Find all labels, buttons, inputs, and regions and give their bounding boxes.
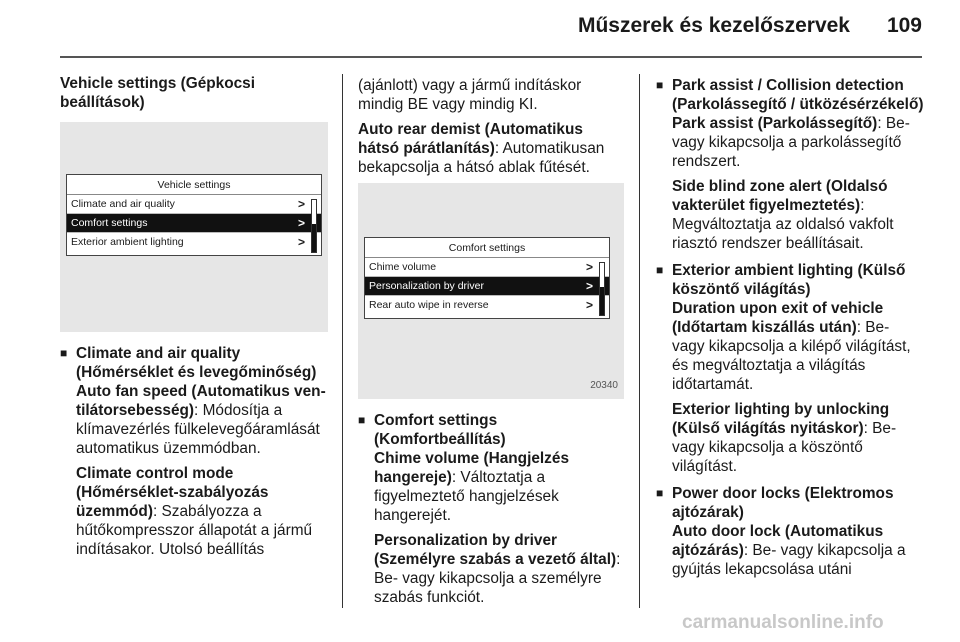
comfort-settings-figure — [358, 183, 624, 399]
paragraph: Duration upon exit of vehicle (Időtartam kiszállás után): Be- vagy kikapcsolja a kilépő világítást, és megváltoztatja a világítás időtartamát. — [672, 300, 911, 393]
page-number: 109 — [886, 14, 922, 37]
display-screen — [364, 237, 610, 319]
scrollbar — [599, 262, 605, 316]
bullet-item: ■ Power door locks (Elektromos ajtózárak) — [656, 484, 924, 522]
scrollbar-thumb — [600, 287, 604, 315]
chevron-right-icon: > — [585, 279, 593, 293]
paragraph: Chime volume (Hangjelzés hangereje): Változtatja a figyelmeztető hangjelzések hangerejét. — [374, 450, 569, 524]
paragraph: Auto door lock (Automatikus ajtózárás): Be- vagy kikapcsolja a gyújtás lekapcsolása utáni — [672, 523, 906, 578]
screen-row: Exterior ambient lighting > — [67, 233, 321, 252]
paragraph: (ajánlott) vagy a jármű indításkor mindig BE vagy mindig KI. — [358, 77, 582, 113]
paragraph: Auto fan speed (Automatikus ventilátorsebesség): Módosítja a klímavezérlés fülkelevegőáramlását automatikus üzemmódban. — [76, 383, 326, 457]
paragraph: Personalization by driver (Személyre szabás a vezető által): Be- vagy kikapcsolja a személyre szabás funkciót. — [374, 532, 621, 606]
chevron-right-icon: > — [585, 260, 593, 274]
display-screen — [66, 174, 322, 256]
screen-row-selected: Personalization by driver > — [365, 277, 609, 296]
vehicle-settings-figure — [60, 122, 328, 332]
screen-row: Climate and air quality > — [67, 195, 321, 214]
paragraph: Climate control mode (Hőmérséklet-szabályozás üzemmód): Szabályozza a hűtőkompresszor állapotát a jármű indításakor. Utolsó beállítás — [76, 465, 313, 558]
screen-row: Chime volume > — [365, 258, 609, 277]
chevron-right-icon: > — [297, 216, 305, 230]
chevron-right-icon: > — [297, 197, 305, 211]
column-2 — [358, 76, 624, 613]
header-rule — [60, 56, 922, 58]
chevron-right-icon: > — [585, 298, 593, 312]
paragraph: Park assist (Parkolássegítő): Be- vagy kikapcsolja a parkolássegítő rendszert. — [672, 115, 910, 170]
chevron-right-icon: > — [297, 235, 305, 249]
section-heading: Vehicle settings (Gépkocsi beállítások) — [60, 75, 256, 111]
screen-title: Vehicle settings — [67, 175, 321, 195]
bullet-item: ■ Comfort settings (Komfortbeállítás) — [358, 411, 624, 449]
page-header-title: Műszerek és kezelőszervek — [577, 14, 850, 37]
scrollbar-thumb — [312, 224, 316, 252]
column-1 — [60, 74, 328, 565]
figure-number: 20340 — [590, 380, 618, 391]
paragraph: Exterior lighting by unlocking (Külső világítás nyitáskor): Be- vagy kikapcsolja a köszöntő világítást. — [672, 401, 897, 475]
scrollbar — [311, 199, 317, 253]
column-3 — [656, 76, 924, 585]
bullet-item: ■ Exterior ambient lighting (Külső köszöntő világítás) — [656, 261, 924, 299]
column-divider — [342, 74, 343, 608]
bullet-item: ■ Park assist / Collision detection (Parkolássegítő / ütközésérzékelő) — [656, 76, 924, 114]
paragraph: Auto rear demist (Automatikus hátsó párátlanítás): Automatikusan bekapcsolja a hátsó ablak fűtését. — [358, 121, 605, 176]
column-divider — [639, 74, 640, 608]
screen-title: Comfort settings — [365, 238, 609, 258]
screen-row-selected: Comfort settings > — [67, 214, 321, 233]
paragraph: Side blind zone alert (Oldalsó vakterület figyelmeztetés): Megváltoztatja az oldalsó vakfolt riasztó rendszer beállításait. — [672, 178, 894, 252]
screen-row: Rear auto wipe in reverse > — [365, 296, 609, 315]
watermark: carmanualsonline.info — [682, 612, 884, 633]
bullet-item: ■ Climate and air quality (Hőmérséklet és levegőminőség) — [60, 344, 328, 382]
